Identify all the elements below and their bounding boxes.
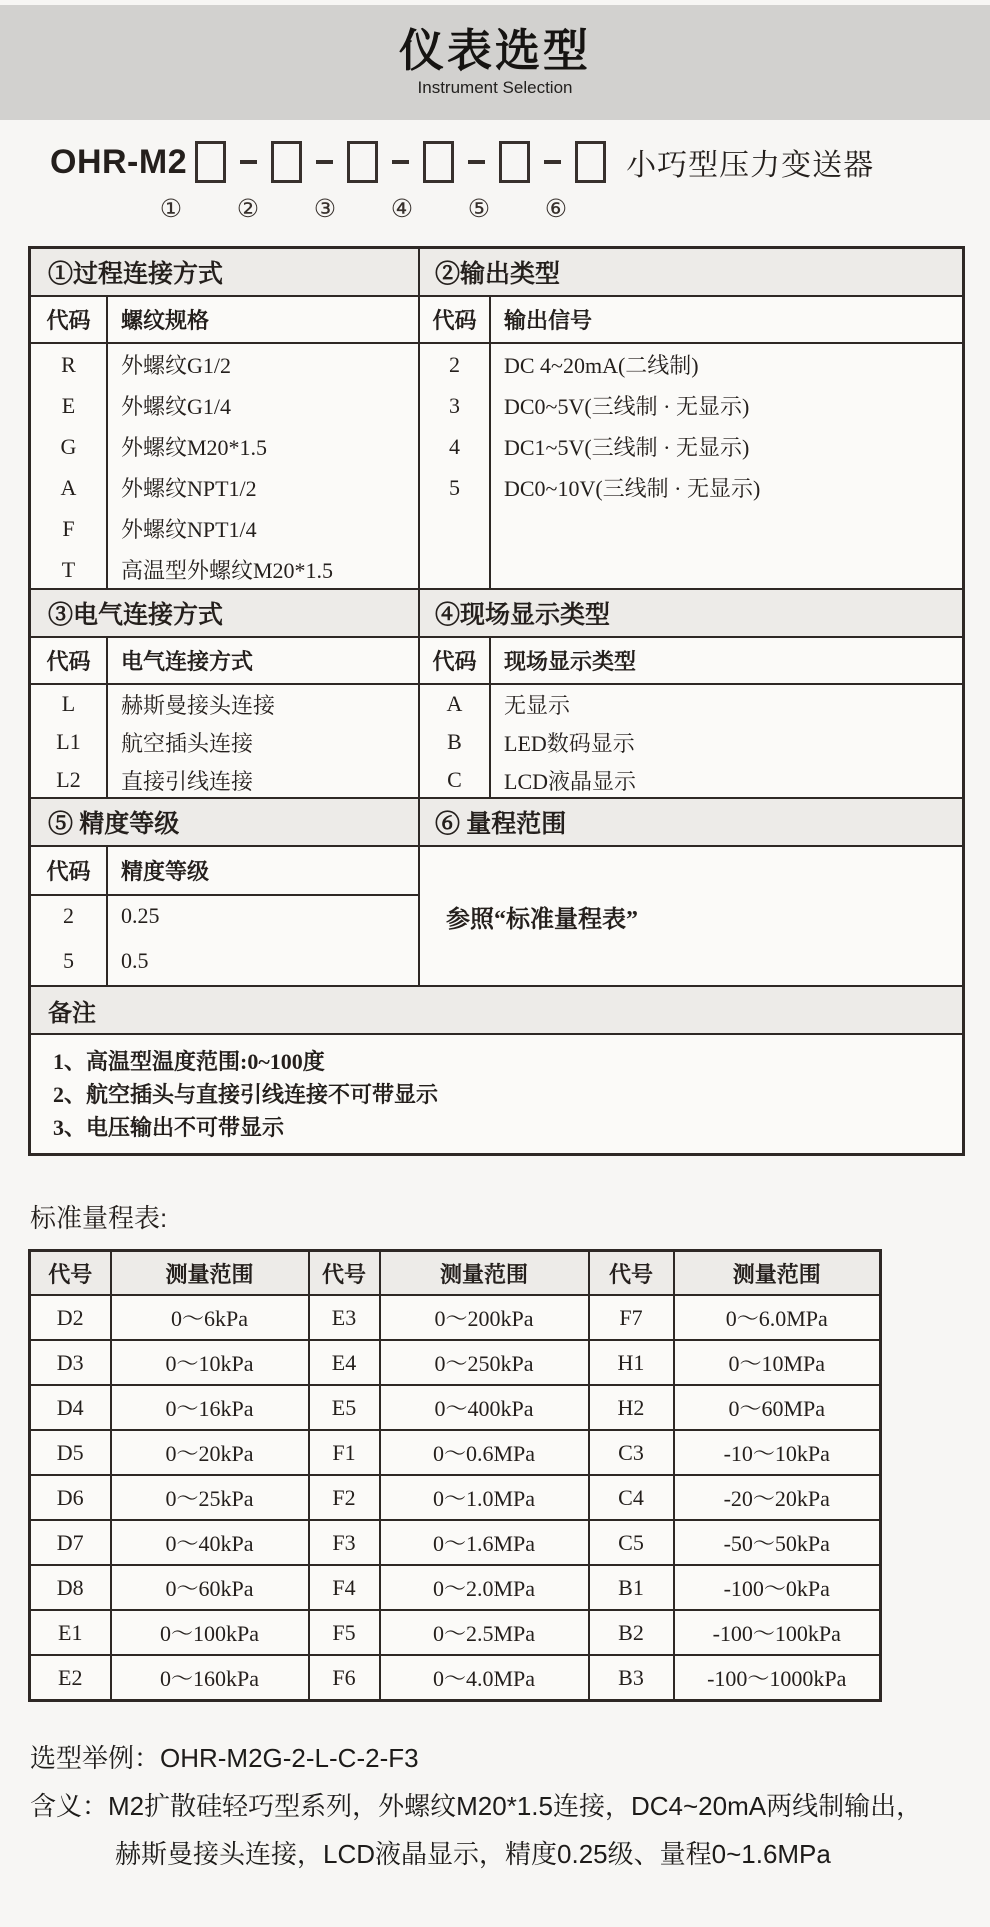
table-row: [31, 761, 418, 799]
table-row: [31, 467, 418, 508]
col-header-code: 代号: [589, 1251, 674, 1296]
table-row-empty: [420, 508, 962, 588]
table-row: [30, 1655, 881, 1701]
model-box-3: [347, 141, 378, 183]
range-value: 0～2.0MPa: [380, 1565, 589, 1610]
section-header-5-6: [31, 799, 962, 847]
row-code: B: [420, 723, 491, 761]
table-row: [31, 344, 418, 385]
subheader-row-3-4: [31, 638, 962, 685]
col-header-code: 代号: [309, 1251, 380, 1296]
dash-separator: [316, 160, 333, 164]
page-header: [0, 5, 990, 120]
table-row: [420, 467, 962, 508]
range-value: 0～0.6MPa: [380, 1430, 589, 1475]
position-marker-row: [0, 188, 990, 234]
row-value: 航空插头连接: [121, 730, 254, 756]
table-row: [420, 761, 962, 799]
row-value: DC0~10V(三线制 · 无显示): [504, 476, 761, 501]
range-code: C3: [589, 1430, 674, 1475]
range-value: 0～10kPa: [111, 1340, 309, 1385]
section-title-electrical-connection: ③电气连接方式: [31, 590, 420, 636]
table-row: [30, 1520, 881, 1565]
dash-separator: [468, 160, 485, 164]
row-value: 外螺纹G1/2: [121, 353, 232, 378]
col-header-code: 代号: [30, 1251, 111, 1296]
body-rows-3-4: [31, 685, 962, 799]
table-row: [30, 1295, 881, 1340]
range-note-cell: [420, 847, 962, 985]
col-header-code: 代码: [31, 638, 108, 683]
subheader-right: [420, 638, 962, 683]
table-row: [30, 1565, 881, 1610]
range-value: 0～160kPa: [111, 1655, 309, 1701]
range-value: 0～4.0MPa: [380, 1655, 589, 1701]
body-rows-1-2: [31, 344, 962, 590]
standard-range-table: [28, 1249, 882, 1702]
page-subtitle: Instrument Selection: [417, 77, 573, 97]
col-header-code: 代码: [31, 847, 108, 894]
row-code: E: [31, 385, 108, 426]
section-title-range: ⑥ 量程范围: [435, 811, 567, 838]
row-value: 外螺纹G1/4: [121, 394, 232, 419]
row-code: 2: [420, 344, 491, 385]
marker-1: ①: [159, 196, 183, 223]
range-code: E1: [30, 1610, 111, 1655]
example-meaning-line-1: 含义：M2扩散硅轻巧型系列，外螺纹M20*1.5连接，DC4~20mA两线制输出，: [30, 1790, 923, 1821]
model-prefix: OHR-M2: [50, 142, 188, 181]
table-row: [420, 385, 962, 426]
range-code: D3: [30, 1340, 111, 1385]
table-row: [31, 723, 418, 761]
range-code: E2: [30, 1655, 111, 1701]
marker-6: ⑥: [544, 196, 568, 223]
row-value: 外螺纹NPT1/2: [121, 476, 257, 501]
range-code: H1: [589, 1340, 674, 1385]
range-code: D7: [30, 1520, 111, 1565]
remark-title: 备注: [48, 1000, 96, 1027]
row-value: 高温型外螺纹M20*1.5: [121, 558, 334, 583]
range-value: 0～25kPa: [111, 1475, 309, 1520]
range-code: E4: [309, 1340, 380, 1385]
display-type-rows: [420, 685, 962, 797]
row-code: A: [31, 467, 108, 508]
range-value: 0～250kPa: [380, 1340, 589, 1385]
model-box-1: [195, 141, 226, 183]
col-header-code: 代码: [31, 297, 108, 342]
row-value: 赫斯曼接头连接: [121, 692, 276, 718]
selection-table: [28, 246, 965, 1156]
range-code: D2: [30, 1295, 111, 1340]
row-code: 3: [420, 385, 491, 426]
range-value: 0～100kPa: [111, 1610, 309, 1655]
range-value: -100～100kPa: [674, 1610, 881, 1655]
row-code: C: [420, 761, 491, 799]
row-code: R: [31, 344, 108, 385]
col-header-electrical-connection: 电气连接方式: [121, 649, 254, 674]
col-header-output-signal: 输出信号: [504, 308, 593, 333]
dash-separator: [392, 160, 409, 164]
range-code: H2: [589, 1385, 674, 1430]
row-code: L2: [31, 761, 108, 799]
col-header-display-type: 现场显示类型: [504, 649, 637, 674]
row-code: A: [420, 685, 491, 723]
row-code: T: [31, 549, 108, 590]
example-meaning-line-2: 赫斯曼接头连接，LCD液晶显示，精度0.25级、量程0~1.6MPa: [115, 1838, 831, 1869]
table-row: [420, 685, 962, 723]
range-header-row: [30, 1251, 881, 1296]
table-row: [30, 1610, 881, 1655]
example-model-line: 选型举例：OHR-M2G-2-L-C-2-F3: [30, 1742, 419, 1773]
row-code: L1: [31, 723, 108, 761]
remark-line-2: 2、航空插头与直接引线连接不可带显示: [53, 1082, 439, 1107]
row-code-empty: [420, 508, 491, 588]
range-code: B1: [589, 1565, 674, 1610]
range-code: C4: [589, 1475, 674, 1520]
remark-header: [31, 987, 962, 1035]
marker-2: ②: [236, 196, 260, 223]
subheader-left: [31, 638, 420, 683]
row-value: LCD液晶显示: [504, 768, 637, 794]
range-value: 0～10MPa: [674, 1340, 881, 1385]
model-box-2: [271, 141, 302, 183]
range-value: 0～1.6MPa: [380, 1520, 589, 1565]
range-value: 0～6.0MPa: [674, 1295, 881, 1340]
row-value: 0.5: [121, 947, 149, 973]
section-title-accuracy-class: ⑤ 精度等级: [31, 799, 420, 845]
range-table-title: 标准量程表:: [30, 1203, 168, 1233]
accuracy-class-rows: [31, 847, 420, 985]
col-header-measure-range: 测量范围: [674, 1251, 881, 1296]
range-value: 0～60kPa: [111, 1565, 309, 1610]
table-row: [30, 1475, 881, 1520]
range-code: D8: [30, 1565, 111, 1610]
range-value: 0～16kPa: [111, 1385, 309, 1430]
table-row: [31, 508, 418, 549]
table-row: [31, 896, 418, 936]
model-box-6: [575, 141, 606, 183]
col-header-accuracy-class: 精度等级: [121, 859, 210, 884]
range-reference-note: 参照“标准量程表”: [446, 906, 638, 933]
section-title-display-type: ④现场显示类型: [435, 602, 611, 629]
electrical-connection-rows: [31, 685, 420, 797]
dash-separator: [240, 160, 257, 164]
row-value: DC0~5V(三线制 · 无显示): [504, 394, 750, 419]
row-value: 无显示: [504, 692, 571, 718]
row-value: 外螺纹M20*1.5: [121, 435, 268, 460]
remark-line-1: 1、高温型温度范围:0~100度: [53, 1049, 325, 1074]
body-rows-5-6: [31, 847, 962, 987]
range-value: 0～60MPa: [674, 1385, 881, 1430]
row-value: 0.25: [121, 903, 160, 928]
col-header-measure-range: 测量范围: [380, 1251, 589, 1296]
range-code: F4: [309, 1565, 380, 1610]
section-header-3-4: [31, 590, 962, 638]
remark-body: [31, 1035, 962, 1153]
table-row: [420, 426, 962, 467]
page-title: 仪表选型: [398, 25, 591, 77]
range-value: 0～40kPa: [111, 1520, 309, 1565]
row-code: 5: [420, 467, 491, 508]
range-value: 0～1.0MPa: [380, 1475, 589, 1520]
subheader-right: [420, 297, 962, 342]
section-title-process-connection: ①过程连接方式: [31, 249, 420, 295]
range-code: D6: [30, 1475, 111, 1520]
row-code: 2: [31, 896, 108, 936]
row-value: 外螺纹NPT1/4: [121, 517, 257, 542]
row-code: L: [31, 685, 108, 723]
range-code: F2: [309, 1475, 380, 1520]
range-code: C5: [589, 1520, 674, 1565]
selection-example: [30, 1732, 990, 1876]
range-code: D4: [30, 1385, 111, 1430]
row-value: 直接引线连接: [121, 768, 254, 794]
range-value: -50～50kPa: [674, 1520, 881, 1565]
table-row: [420, 344, 962, 385]
range-value: -20～20kPa: [674, 1475, 881, 1520]
marker-5: ⑤: [467, 196, 491, 223]
row-value-empty: [491, 508, 962, 588]
col-header-code: 代码: [420, 638, 491, 683]
col-header-thread-spec: 螺纹规格: [121, 308, 210, 333]
range-value: -10～10kPa: [674, 1430, 881, 1475]
model-code-row: [50, 136, 990, 188]
subheader-left: [31, 297, 420, 342]
model-box-4: [423, 141, 454, 183]
table-row: [30, 1340, 881, 1385]
range-code: F1: [309, 1430, 380, 1475]
range-value: -100～1000kPa: [674, 1655, 881, 1701]
range-value: -100～0kPa: [674, 1565, 881, 1610]
range-code: D5: [30, 1430, 111, 1475]
model-box-5: [499, 141, 530, 183]
table-row: [30, 1430, 881, 1475]
range-code: B2: [589, 1610, 674, 1655]
table-row: [31, 936, 418, 985]
range-value: 0～6kPa: [111, 1295, 309, 1340]
marker-4: ④: [390, 196, 414, 223]
range-value: 0～2.5MPa: [380, 1610, 589, 1655]
row-value: LED数码显示: [504, 730, 635, 756]
row-value: DC 4~20mA(二线制): [504, 353, 699, 378]
subheader-row-1-2: [31, 297, 962, 344]
range-code: E5: [309, 1385, 380, 1430]
row-code: F: [31, 508, 108, 549]
table-row: [31, 426, 418, 467]
row-value: DC1~5V(三线制 · 无显示): [504, 435, 750, 460]
remark-line-3: 3、电压输出不可带显示: [53, 1115, 285, 1140]
col-header-code: 代码: [420, 297, 491, 342]
table-row: [31, 385, 418, 426]
section-title-output-type: ②输出类型: [435, 261, 561, 288]
table-row: [30, 1385, 881, 1430]
range-code: F5: [309, 1610, 380, 1655]
col-header-measure-range: 测量范围: [111, 1251, 309, 1296]
range-code: F3: [309, 1520, 380, 1565]
range-code: F7: [589, 1295, 674, 1340]
process-connection-rows: [31, 344, 420, 588]
table-row: [31, 685, 418, 723]
table-row: [420, 723, 962, 761]
row-code: 4: [420, 426, 491, 467]
range-value: 0～20kPa: [111, 1430, 309, 1475]
section-header-1-2: [31, 249, 962, 297]
output-type-rows: [420, 344, 962, 588]
dash-separator: [544, 160, 561, 164]
table-row: [31, 549, 418, 590]
range-value: 0～200kPa: [380, 1295, 589, 1340]
row-code: G: [31, 426, 108, 467]
range-code: B3: [589, 1655, 674, 1701]
row-code: 5: [31, 936, 108, 985]
subheader-accuracy: [31, 847, 418, 896]
marker-3: ③: [313, 196, 337, 223]
range-value: 0～400kPa: [380, 1385, 589, 1430]
model-suffix: 小巧型压力变送器: [626, 149, 875, 182]
range-code: E3: [309, 1295, 380, 1340]
range-code: F6: [309, 1655, 380, 1701]
